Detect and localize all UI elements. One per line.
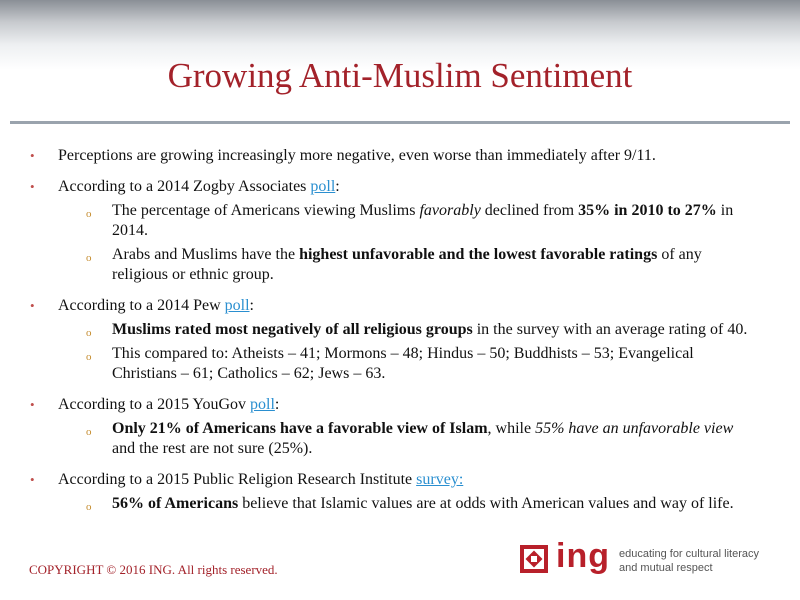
sub-bullet: o This compared to: Atheists – 41; Mormons – 48; Hindus – 50; Buddhists – 53; Evangelical Christians – 61; Catholics – 62; Jews – 63. — [86, 345, 694, 382]
poll-link[interactable]: poll — [310, 178, 336, 195]
sub-bullet-icon: o — [86, 426, 92, 438]
slide-content — [30, 146, 760, 525]
bullet-1 — [30, 146, 760, 166]
bullet-5 — [30, 470, 760, 514]
sub-bullet-icon: o — [86, 501, 92, 513]
ing-logo-icon — [518, 543, 550, 575]
bullet-icon: • — [30, 148, 35, 163]
bullet-text: According to a 2014 Pew — [58, 297, 225, 314]
sub-bullet: o Only 21% of Americans have a favorable view of Islam, while 55% have an unfavorable view and the rest are not sure (25%). — [86, 420, 734, 457]
logo-tagline: educating for cultural literacy and mutual respect — [619, 548, 760, 574]
sub-bullet: o 56% of Americans believe that Islamic values are at odds with American values and way of life. — [86, 494, 760, 514]
bullet-icon: • — [30, 472, 35, 487]
header-divider — [10, 121, 790, 124]
survey-link[interactable]: survey: — [416, 471, 464, 488]
bullet-icon: • — [30, 179, 35, 194]
sub-bullet: o Arabs and Muslims have the highest unfavorable and the lowest favorable ratings of any religious or ethnic group. — [86, 246, 702, 283]
bullet-text: Perceptions are growing increasingly more negative, even worse than immediately after 9/11. — [58, 147, 656, 164]
bullet-4: • According to a 2015 YouGov poll: o Only 21% of Americans have a favorable view of Islam, while 55% have an unfavorable view and the rest are not sure (25%). — [30, 395, 760, 459]
sub-bullet: o The percentage of Americans viewing Muslims favorably declined from 35% in 2010 to 27% in 2014. — [86, 202, 734, 239]
bullet-2: • According to a 2014 Zogby Associates poll: o The percentage of Americans viewing Muslims favorably declined from 35% in 2010 to 27% in 2014. o Arabs and Muslims have the highest unfavorable and the lowest favorable ratings of any religious or ethnic group. — [30, 177, 760, 285]
poll-link[interactable]: poll — [224, 297, 250, 314]
slide-title: Growing Anti-Muslim Sentiment — [167, 56, 633, 95]
bullet-text: According to a 2015 Public Religion Research Institute — [58, 471, 417, 488]
logo-wordmark: ing — [556, 537, 610, 575]
sub-bullet-icon: o — [86, 351, 92, 363]
sub-bullet: o Muslims rated most negatively of all religious groups in the survey with an average rating of 40. — [86, 320, 760, 340]
poll-link[interactable]: poll — [250, 396, 275, 413]
ing-logo — [518, 537, 768, 583]
sub-bullet-icon: o — [86, 327, 92, 339]
bullet-icon: • — [30, 397, 35, 412]
bullet-icon: • — [30, 298, 35, 313]
bullet-3: • According to a 2014 Pew poll: o Muslims rated most negatively of all religious groups in the survey with an average rating of 40. o This compared to: Atheists – 41; Mormons – 48; Hindus – 50; Buddhists – 53; Evangelical Christians – 61; Catholics – 62; Jews – 63. — [30, 296, 760, 384]
bullet-text: According to a 2014 Zogby Associates — [58, 178, 311, 195]
bullet-text: According to a 2015 YouGov — [58, 396, 250, 413]
sub-bullet-icon: o — [86, 252, 92, 264]
sub-bullet-icon: o — [86, 208, 92, 220]
copyright-notice: COPYRIGHT © 2016 ING. All rights reserved. — [29, 562, 278, 577]
